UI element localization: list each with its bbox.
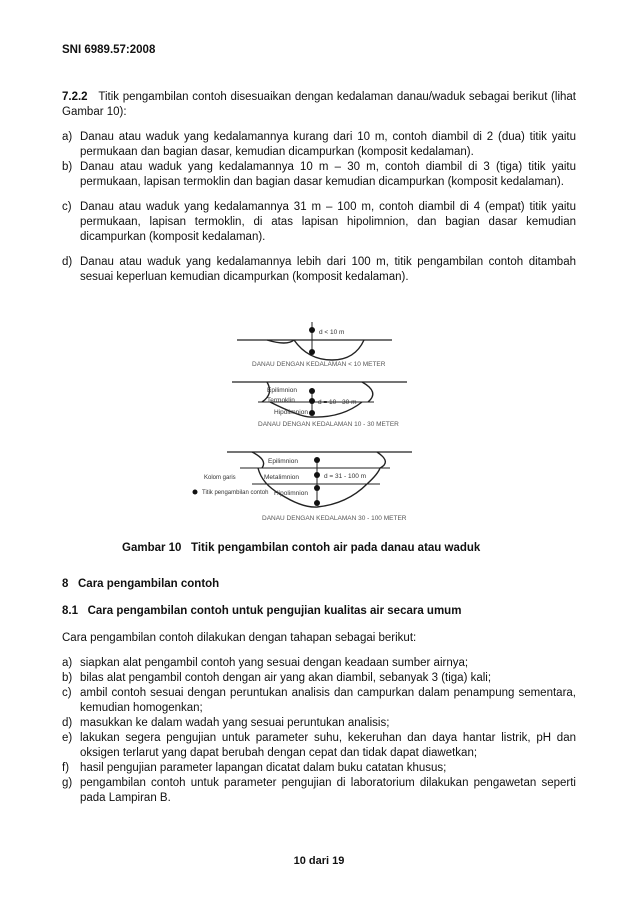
section-heading: 8 Cara pengambilan contoh (62, 578, 220, 590)
sample-point (314, 485, 320, 491)
list-item: b) Danau atau waduk yang kedalamannya 10 m – 30 m, contoh diambil di 3 (tiga) titik yaitu permukaan, lapisan termoklin dan bagian dasar kemudian dicampurkan (komposit kedalaman). (62, 161, 576, 188)
layer-label: Hipolimnion (274, 490, 308, 497)
sample-point (314, 457, 320, 463)
lake-sampling-figure (62, 300, 576, 530)
depth-rules-list (62, 130, 576, 190)
sample-point (309, 388, 315, 394)
section-7-2-2-intro (62, 90, 576, 120)
layer-label: Epilimnion (267, 387, 297, 394)
diagram-caption: DANAU DENGAN KEDALAMAN < 10 METER (252, 361, 386, 368)
list-item: g) pengambilan contoh untuk parameter pengujian di laboratorium dilakukan pengawetan seperti pada Lampiran B. (62, 777, 576, 804)
lake-diagrams (62, 300, 576, 530)
sample-point (314, 472, 320, 478)
steps-list (62, 656, 576, 806)
sample-point (314, 500, 320, 506)
list-item: c) Danau atau waduk yang kedalamannya 31 m – 100 m, contoh diambil di 4 (empat) titik yaitu permukaan, lapisan termoklin, di atas lapisan hipolimnion, dan bagian dasar kemudian dicampurkan (komposit kedalaman). (62, 201, 576, 243)
subsection-heading: 8.1 Cara pengambilan contoh untuk pengujian kualitas air secara umum (62, 605, 462, 617)
layer-label: Epilimnion (268, 458, 298, 465)
list-item: d) Danau atau waduk yang kedalamannya lebih dari 100 m, titik pengambilan contoh ditambah sesuai keperluan kemudian dicampurkan (komposit kedalaman). (62, 256, 576, 283)
legend-point-label: Titik pengambilan contoh (202, 490, 269, 496)
diagram-caption: DANAU DENGAN KEDALAMAN 10 - 30 METER (258, 421, 399, 428)
list-item: d) masukkan ke dalam wadah yang sesuai peruntukan analisis; (62, 717, 390, 729)
section-7-2-2 (62, 90, 576, 285)
diagram-shallow-lake (237, 322, 392, 368)
depth-label: d = 31 - 100 m (324, 473, 367, 480)
diagram-caption: DANAU DENGAN KEDALAMAN 30 - 100 METER (262, 515, 407, 522)
page-number: 10 dari 19 (293, 855, 345, 867)
depth-label: d = 10 - 30 m (318, 399, 357, 406)
section-intro-text: Titik pengambilan contoh disesuaikan dengan kedalaman danau/waduk sebagai berikut (lihat Gambar 10): (62, 91, 576, 118)
sample-point (309, 410, 315, 416)
list-item: c) ambil contoh sesuai dengan peruntukan analisis dan campurkan dalam penampung sementara, kemudian homogenkan; (62, 687, 576, 714)
steps-intro: Cara pengambilan contoh dilakukan dengan tahapan sebagai berikut: (62, 632, 417, 644)
legend-point-icon (193, 490, 198, 495)
list-item: b) bilas alat pengambil contoh dengan air yang akan diambil, sebanyak 3 (tiga) kali; (62, 672, 492, 684)
section-8 (62, 577, 576, 806)
layer-label: Metalimnion (264, 474, 300, 481)
list-item: a) Danau atau waduk yang kedalamannya kurang dari 10 m, contoh diambil di 2 (dua) titik yaitu permukaan dan bagian dasar, kemudian dicampurkan (komposit kedalaman). (62, 131, 576, 158)
list-item: e) lakukan segera pengujian untuk parameter suhu, kekeruhan dan daya hantar listrik, pH dan oksigen terlarut yang dapat berubah dengan cepat dan tidak dapat diawetkan; (62, 732, 576, 759)
sample-point (309, 327, 315, 333)
diagram-medium-lake (232, 382, 407, 428)
sample-point (309, 398, 315, 404)
document-id: SNI 6989.57:2008 (62, 44, 156, 56)
depth-label: d < 10 m (319, 329, 345, 336)
list-item: a) siapkan alat pengambil contoh yang sesuai dengan keadaan sumber airnya; (62, 657, 469, 669)
layer-label: Termoklin (267, 397, 295, 404)
section-number: 7.2.2 (62, 91, 88, 103)
sample-point (309, 349, 315, 355)
list-item: f) hasil pengujian parameter lapangan dicatat dalam buku catatan khusus; (62, 762, 447, 774)
diagram-deep-lake (193, 452, 413, 522)
legend-line-label: Kolom garis (204, 475, 236, 481)
figure-caption: Gambar 10 Titik pengambilan contoh air pada danau atau waduk (122, 542, 481, 554)
layer-label: Hipolimnion (274, 409, 308, 416)
